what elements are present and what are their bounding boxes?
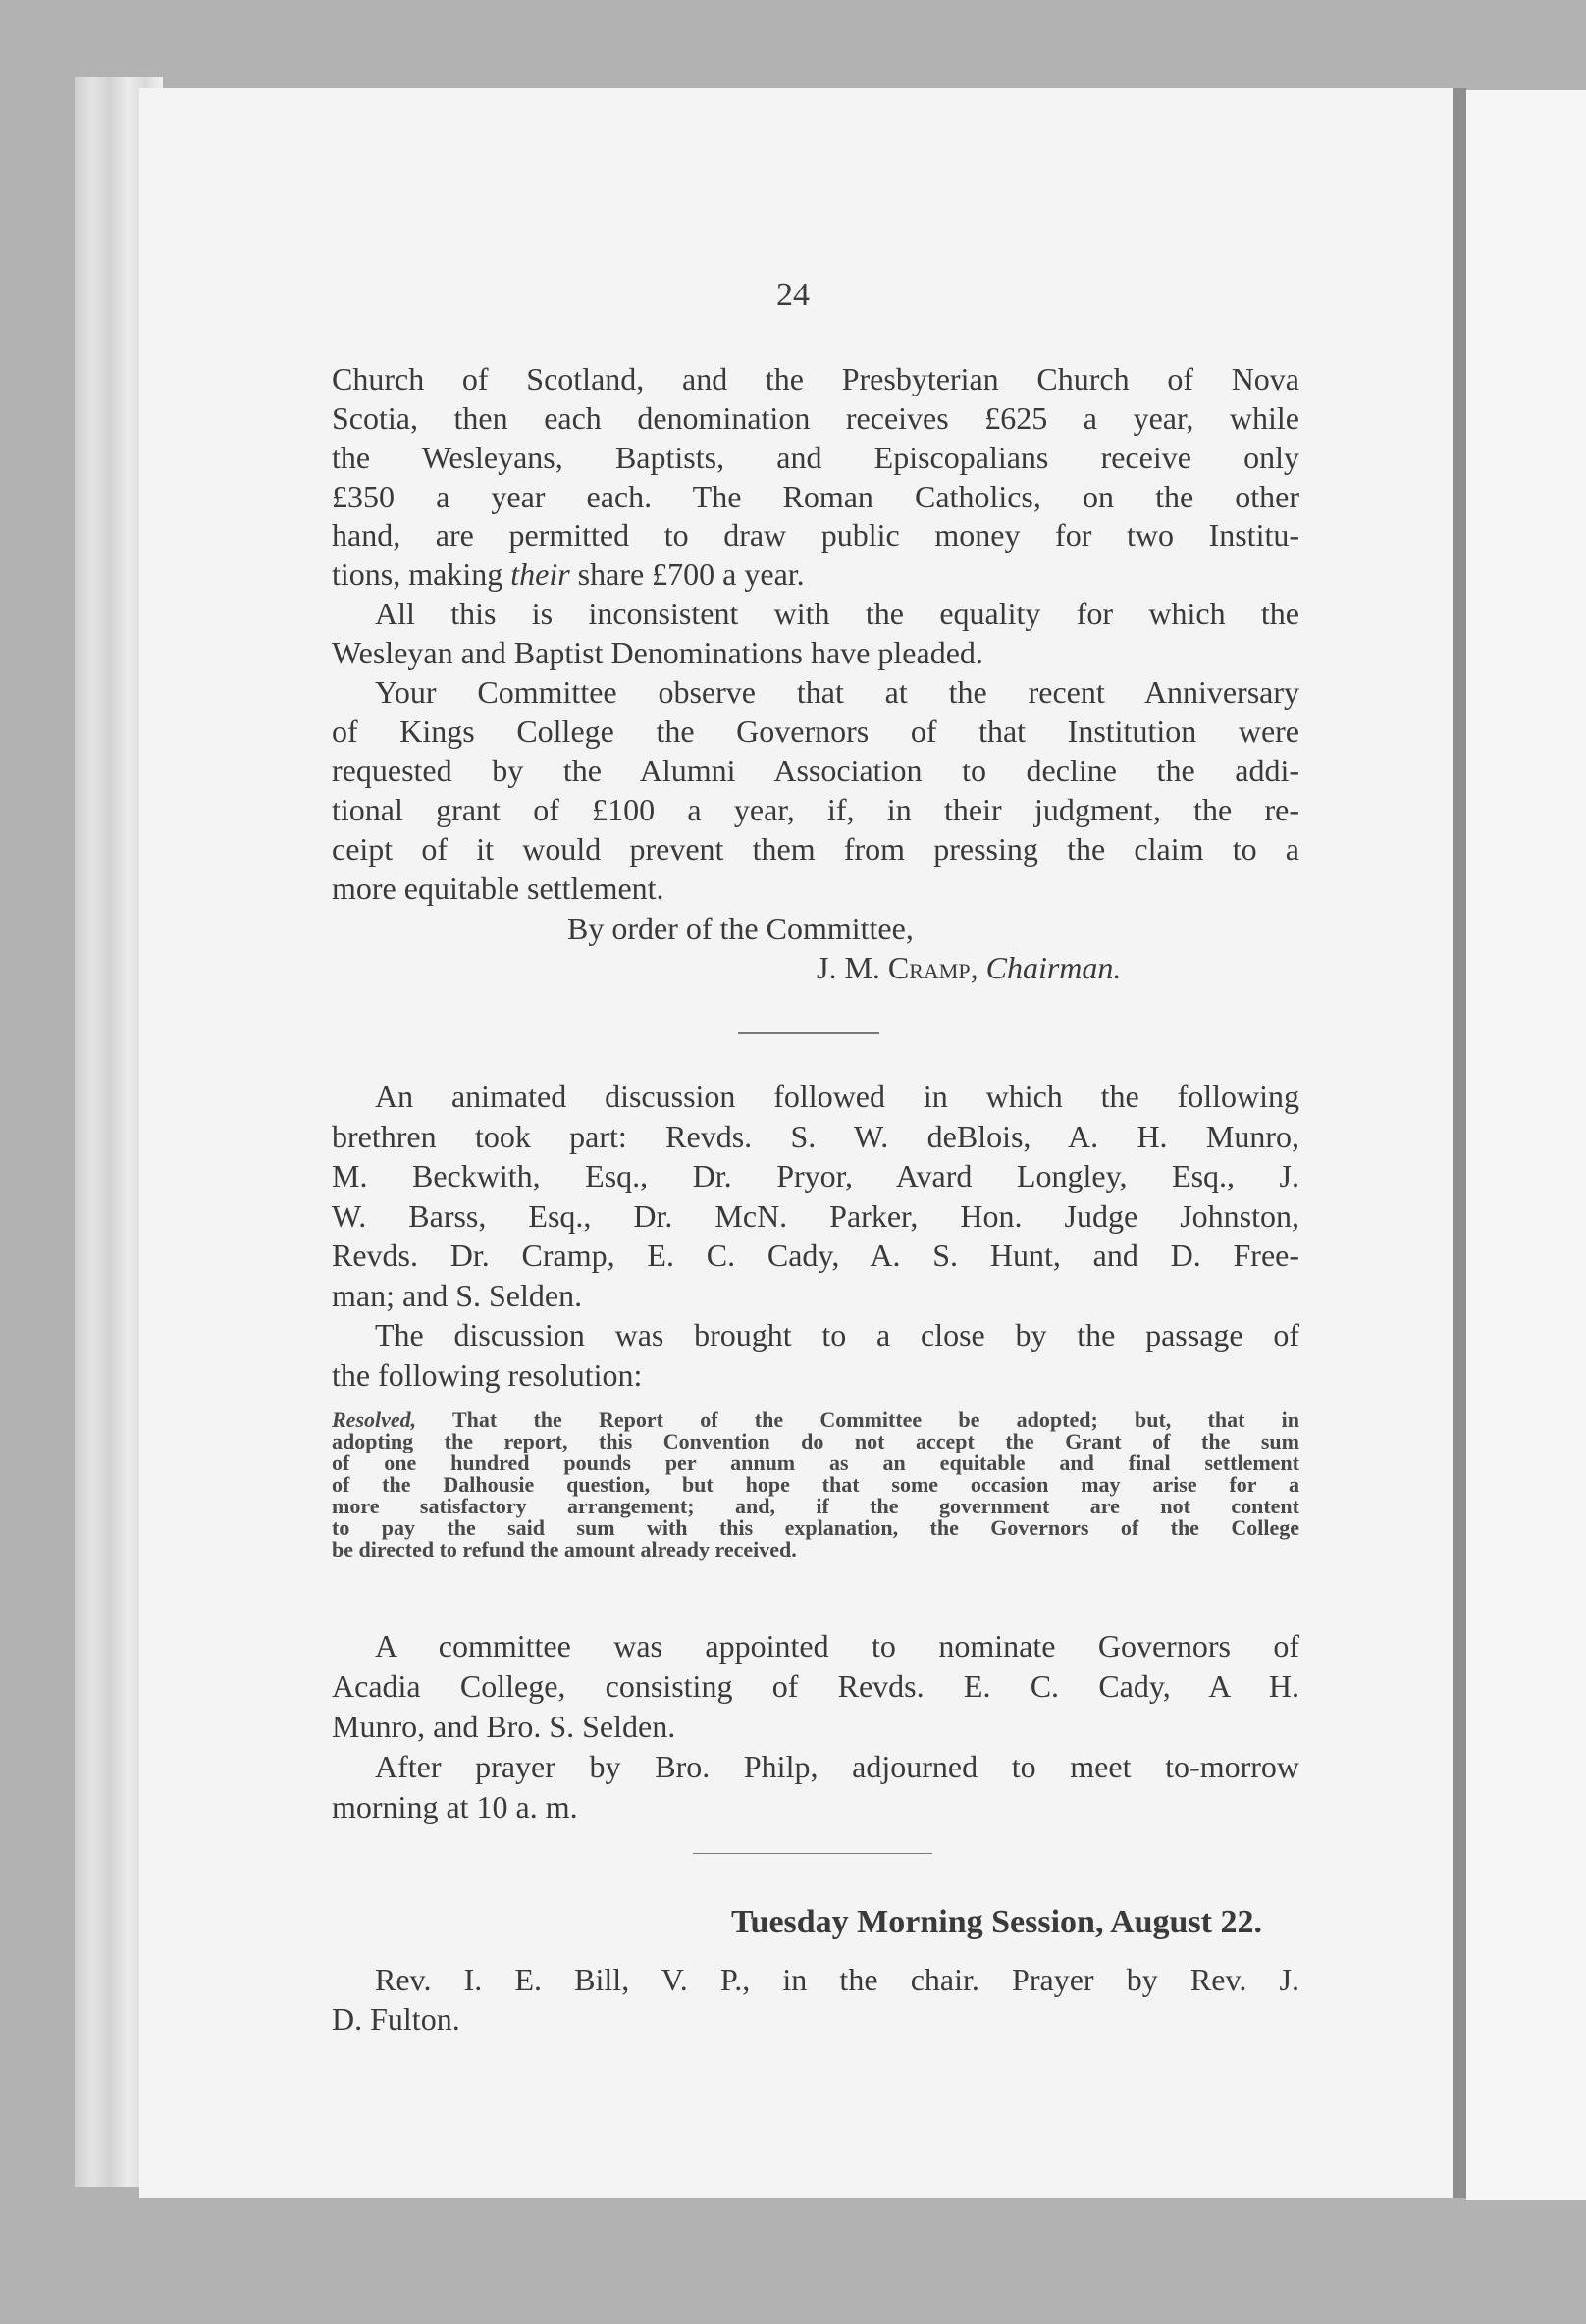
resolution-line: That the Report of the Committee be adopted; but, that in xyxy=(452,1407,1299,1432)
session-line: Rev. I. E. Bill, V. P., in the chair. Prayer by Rev. J. xyxy=(375,1962,1299,1997)
session-line: D. Fulton. xyxy=(332,2001,460,2036)
section-divider xyxy=(693,1853,932,1854)
report-line: ceipt of it would prevent them from pressing the claim to a xyxy=(332,831,1299,867)
resolution-line: adopting the report, this Convention do not accept the Grant of the sum xyxy=(332,1429,1299,1453)
discussion-line: M. Beckwith, Esq., Dr. Pryor, Avard Longley, Esq., J. xyxy=(332,1158,1299,1193)
signature-title: Chairman. xyxy=(985,950,1122,985)
discussion-line: Revds. Dr. Cramp, E. C. Cady, A. S. Hunt, and D. Free- xyxy=(332,1238,1299,1273)
gutter-shadow xyxy=(1453,88,1466,2198)
committee-line: A committee was appointed to nominate Governors of xyxy=(375,1628,1299,1664)
page-number: 24 xyxy=(776,277,810,313)
committee-line: Acadia College, consisting of Revds. E. C. Cady, A H. xyxy=(332,1668,1299,1704)
discussion-line: brethren took part: Revds. S. W. deBlois, A. H. Munro, xyxy=(332,1119,1299,1154)
discussion-line: The discussion was brought to a close by the passage of xyxy=(375,1317,1299,1352)
resolution-line: of the Dalhousie question, but hope that some occasion may arise for a xyxy=(332,1472,1299,1497)
report-line: Wesleyan and Baptist Denominations have pleaded. xyxy=(332,635,983,670)
committee-line: morning at 10 a. m. xyxy=(332,1789,578,1824)
discussion-line: the following resolution: xyxy=(332,1357,643,1393)
report-line: tional grant of £100 a year, if, in their judgment, the re- xyxy=(332,792,1299,827)
report-line: Your Committee observe that at the recent Anniversary xyxy=(375,674,1299,710)
discussion-line: W. Barss, Esq., Dr. McN. Parker, Hon. Judge Johnston, xyxy=(332,1198,1299,1234)
report-line: requested by the Alumni Association to decline the addi- xyxy=(332,753,1299,788)
report-line: more equitable settlement. xyxy=(332,871,664,906)
report-line: Church of Scotland, and the Presbyterian Church of Nova xyxy=(332,361,1299,396)
report-line: £350 a year each. The Roman Catholics, on the other xyxy=(332,479,1299,514)
session-heading: Tuesday Morning Session, August 22. xyxy=(730,1904,1262,1940)
resolution-line: to pay the said sum with this explanation, the Governors of the College xyxy=(332,1515,1299,1540)
report-line-italic: tions, making their share £700 a year. xyxy=(332,556,805,592)
signature-line: By order of the Committee, xyxy=(567,911,914,946)
resolution-line: be directed to refund the amount already received. xyxy=(332,1537,797,1561)
report-line: of Kings College the Governors of that Institution were xyxy=(332,713,1299,749)
resolution-first-line xyxy=(332,1409,1299,1430)
report-line: Scotia, then each denomination receives £625 a year, while xyxy=(332,400,1299,436)
facing-page-edge xyxy=(1466,90,1586,2200)
signature-name: J. M. Cramp, xyxy=(817,950,978,985)
resolution-line: of one hundred pounds per annum as an equitable and final settlement xyxy=(332,1451,1299,1475)
committee-line: Munro, and Bro. S. Selden. xyxy=(332,1709,676,1744)
signature-name-line xyxy=(817,950,1121,986)
report-line: All this is inconsistent with the equality for which the xyxy=(375,596,1299,631)
committee-line: After prayer by Bro. Philp, adjourned to meet to-morrow xyxy=(375,1749,1299,1784)
report-line: the Wesleyans, Baptists, and Episcopalians receive only xyxy=(332,440,1299,475)
discussion-line: man; and S. Selden. xyxy=(332,1278,583,1313)
discussion-line: An animated discussion followed in which the following xyxy=(375,1079,1299,1114)
section-divider xyxy=(738,1032,879,1034)
report-line: hand, are permitted to draw public money for two Institu- xyxy=(332,517,1299,553)
resolution-line: more satisfactory arrangement; and, if the government are not content xyxy=(332,1494,1299,1518)
resolution-lead: Resolved, xyxy=(332,1407,417,1432)
page-body xyxy=(332,0,1299,2324)
